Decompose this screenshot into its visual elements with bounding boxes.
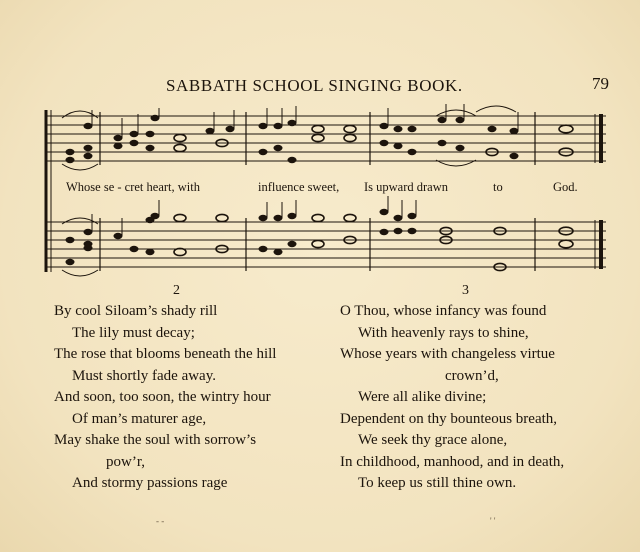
verse-line: And soon, too soon, the wintry hour: [54, 389, 271, 405]
lyric-segment: influence sweet,: [258, 180, 340, 194]
print-speck: - -: [156, 516, 165, 526]
verse-number: 2: [173, 283, 180, 298]
stems-system-2: [92, 196, 416, 236]
staff-2: [46, 222, 606, 267]
verse-line: The lily must decay;: [72, 324, 195, 341]
staff-1: [46, 116, 606, 161]
lyric-segment: God.: [553, 180, 578, 194]
lyric-segment: to: [493, 180, 503, 194]
verse-line: Must shortly fade away.: [72, 367, 216, 384]
verse-number: 3: [462, 283, 469, 298]
lyric-segment: Is upward drawn: [364, 180, 449, 194]
verse-line: O Thou, whose infancy was found: [340, 303, 547, 319]
verse-line: By cool Siloam’s shady rill: [54, 303, 218, 319]
verse-line: With heavenly rays to shine,: [358, 324, 529, 341]
verse-line: May shake the soul with sorrow’s: [54, 432, 257, 448]
verse-line: Of man’s maturer age,: [72, 410, 207, 427]
verse-line: We seek thy grace alone,: [358, 432, 508, 448]
print-speck: ' ': [490, 516, 496, 526]
verse-line: crown’d,: [445, 367, 499, 384]
page-number: 79: [592, 74, 609, 93]
verse-line: To keep us still thine own.: [358, 475, 517, 491]
verse-line: In childhood, manhood, and in death,: [340, 453, 565, 470]
notes-system-1: [66, 115, 519, 163]
lyric-segment: Whose se - cret heart, with: [66, 180, 200, 194]
verse-line: And stormy passions rage: [72, 475, 228, 491]
verse-line: Whose years with changeless virtue: [340, 346, 555, 362]
half-notes-system-2: [174, 214, 573, 270]
notes-system-2: [66, 209, 417, 265]
verse-line: Were all alike divine;: [358, 389, 487, 405]
barlines-2: [100, 218, 535, 271]
verse-line: pow’r,: [106, 453, 145, 470]
verse-line: Dependent on thy bounteous breath,: [340, 410, 558, 427]
verse-line: The rose that blooms beneath the hill: [54, 346, 277, 362]
verse-2: [54, 301, 276, 495]
running-title: SABBATH SCHOOL SINGING BOOK.: [166, 76, 463, 95]
barlines-1: [100, 112, 535, 165]
verse-3: [340, 301, 564, 495]
